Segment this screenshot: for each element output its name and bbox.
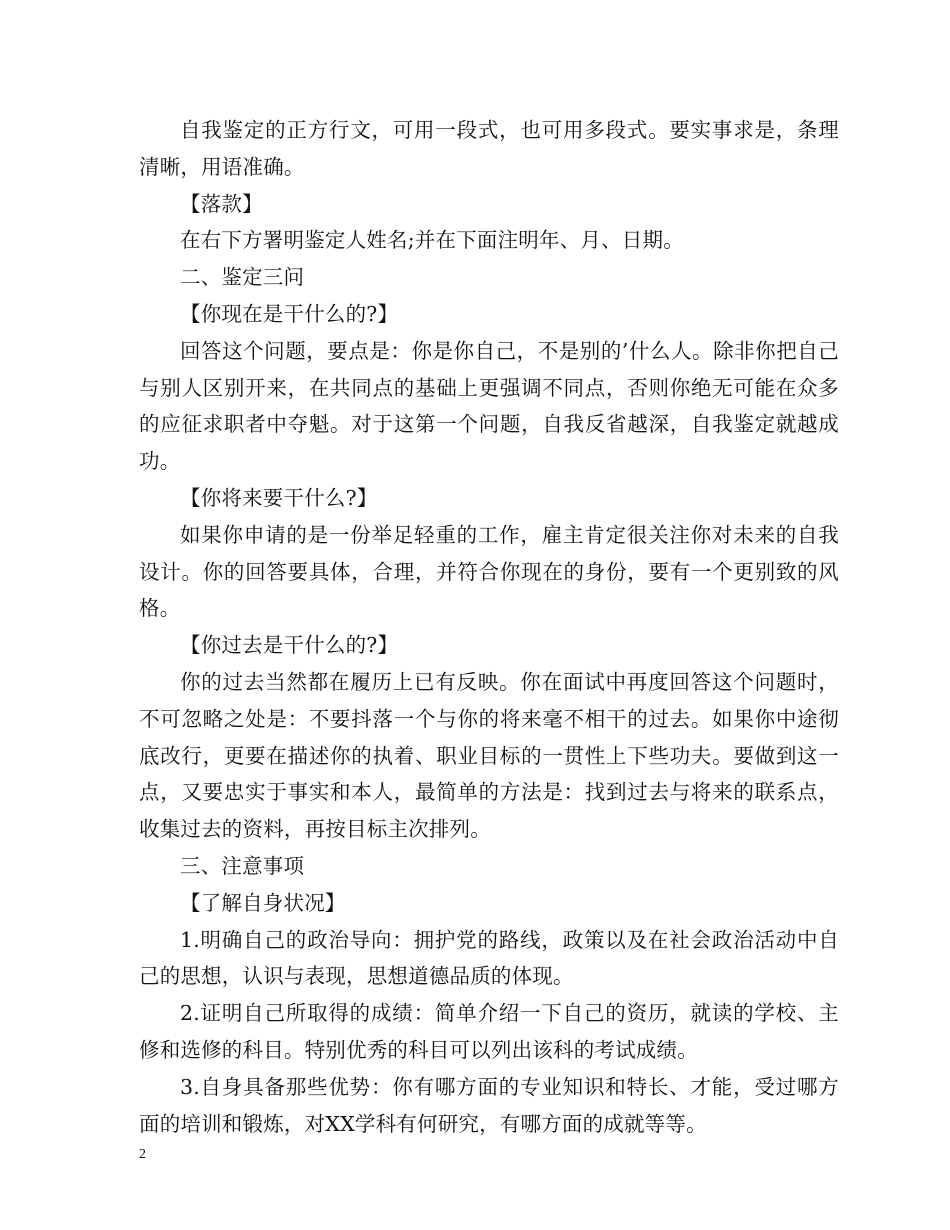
heading-signature: 【落款】 bbox=[180, 191, 263, 216]
heading-self-status: 【了解自身状况】 bbox=[180, 890, 346, 915]
document-body bbox=[139, 112, 839, 1142]
heading-question-present: 【你现在是干什么的?】 bbox=[180, 301, 399, 326]
paragraph-question-future: 如果你申请的是一份举足轻重的工作，雇主肯定很关注你对未来的自我设计。你的回答要具体，合理，并符合你现在的身份，要有一个更别致的风格。 bbox=[139, 522, 839, 621]
list-item-political: 1.明确自己的政治导向：拥护党的路线，政策以及在社会政治活动中自己的思想，认识与表现，思想道德品质的体现。 bbox=[139, 927, 839, 989]
page-number: 2 bbox=[139, 1147, 146, 1162]
paragraph-question-present: 回答这个问题，要点是：你是你自己，不是别的’什么人。除非你把自己与别人区别开来，在共同点的基础上更强调不同点，否则你绝无可能在众多的应征求职者中夺魁。对于这第一个问题，自我反省越深，自我鉴定就越成功。 bbox=[139, 338, 839, 474]
paragraph-format-intro: 自我鉴定的正方行文，可用一段式，也可用多段式。要实事求是，条理清晰，用语准确。 bbox=[139, 118, 839, 179]
list-item-strengths: 3.自身具备那些优势：你有哪方面的专业知识和特长、才能，受过哪方面的培训和锻炼，对XX学科有何研究，有哪方面的成就等等。 bbox=[139, 1074, 839, 1136]
section-heading-notes: 三、注意事项 bbox=[180, 853, 305, 878]
heading-question-future: 【你将来要干什么?】 bbox=[180, 485, 378, 510]
heading-question-past: 【你过去是干什么的?】 bbox=[180, 633, 399, 658]
paragraph-question-past: 你的过去当然都在履历上已有反映。你在面试中再度回答这个问题时，不可忽略之处是：不要抖落一个与你的将来毫不相干的过去。如果你中途彻底改行，更要在描述你的执着、职业目标的一贯性上下些功夫。要做到这一点，又要忠实于事实和本人，最简单的方法是：找到过去与将来的联系点，收集过去的资料，再按目标主次排列。 bbox=[139, 669, 839, 842]
section-heading-three-questions: 二、鉴定三问 bbox=[180, 265, 305, 290]
paragraph-signature: 在右下方署明鉴定人姓名;并在下面注明年、月、日期。 bbox=[180, 228, 684, 253]
list-item-achievements: 2.证明自己所取得的成绩：简单介绍一下自己的资历，就读的学校、主修和选修的科目。特别优秀的科目可以列出该科的考试成绩。 bbox=[139, 1001, 839, 1062]
